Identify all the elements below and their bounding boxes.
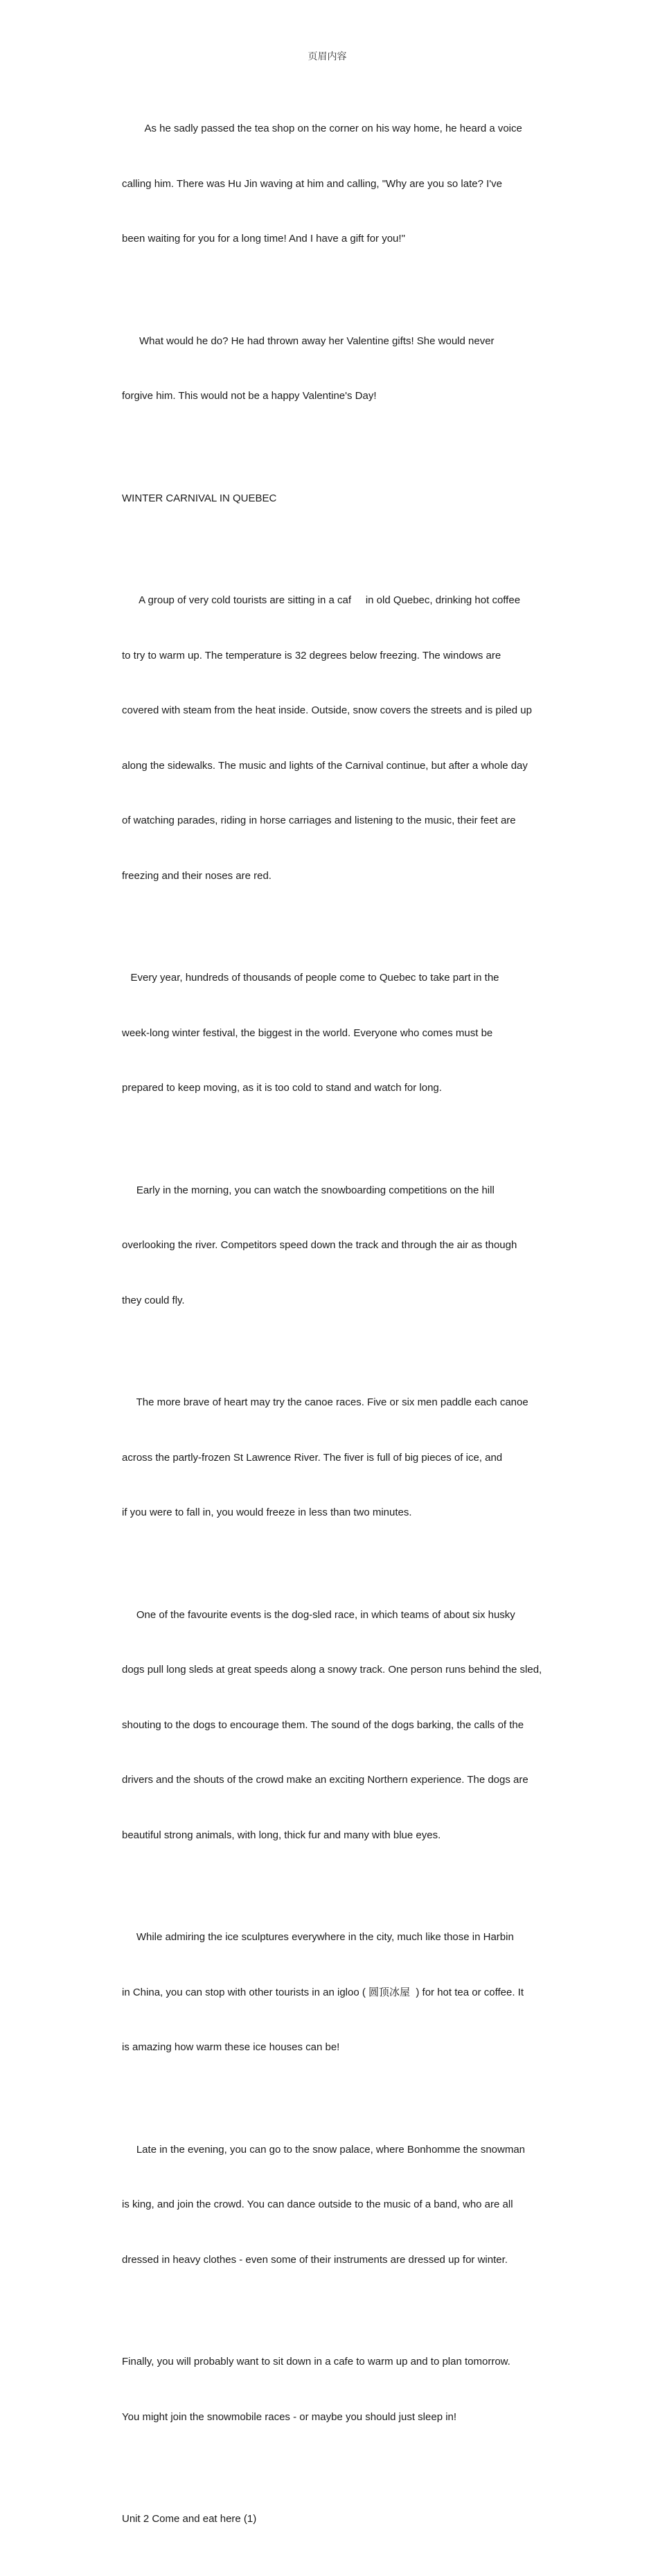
text-line: Late in the evening, you can go to the snow palace, where Bonhomme the snowman: [122, 2143, 526, 2156]
text-line: forgive him. This would not be a happy Valentine's Day!: [122, 390, 377, 402]
text-line: beautiful strong animals, with long, thick fur and many with blue eyes.: [122, 1829, 441, 1841]
text-line: week-long winter festival, the biggest in the world. Everyone who comes must be: [122, 1027, 493, 1039]
text-line: is amazing how warm these ice houses can be!: [122, 2041, 340, 2053]
heading-text: WINTER CARNIVAL IN QUEBEC: [122, 492, 277, 504]
paragraph: [122, 1357, 572, 1559]
text-line: if you were to fall in, you would freeze in less than two minutes.: [122, 1507, 412, 1518]
text-line: A group of very cold tourists are sitting in a caf in old Quebec, drinking hot coffee: [122, 594, 521, 606]
heading-text: Unit 2 Come and eat here (1): [122, 2513, 257, 2525]
section-heading: [122, 453, 572, 545]
text-line: Finally, you will probably want to sit down in a cafe to warm up and to plan tomorrow.: [122, 2356, 510, 2368]
page-header: 页眉内容: [308, 51, 347, 62]
paragraph: [122, 2316, 572, 2463]
text-line: drivers and the shouts of the crowd make an exciting Northern experience. The dogs are: [122, 1774, 528, 1786]
text-line: overlooking the river. Competitors speed down the track and through the air as though: [122, 1239, 517, 1251]
text-line: of watching parades, riding in horse carriages and listening to the music, their feet are: [122, 815, 516, 826]
unit-heading: [122, 2473, 572, 2566]
text-line: While admiring the ice sculptures everywhere in the city, much like those in Harbin: [122, 1931, 514, 1943]
text-line: prepared to keep moving, as it is too cold to stand and watch for long.: [122, 1082, 442, 1094]
text-line: is king, and join the crowd. You can dance outside to the music of a band, who are all: [122, 2199, 513, 2210]
paragraph: [122, 555, 572, 922]
text-line: As he sadly passed the tea shop on the corner on his way home, he heard a voice: [122, 123, 522, 134]
text-line: shouting to the dogs to encourage them. The sound of the dogs barking, the calls of the: [122, 1718, 524, 1731]
text-line: dogs pull long sleds at great speeds along a snowy track. One person runs behind the sled,: [122, 1664, 542, 1676]
text-line: dressed in heavy clothes - even some of their instruments are dressed up for winter.: [122, 2253, 508, 2266]
text-line: been waiting for you for a long time! And I have a gift for you!": [122, 233, 405, 245]
text-line: One of the favourite events is the dog-sled race, in which teams of about six husky: [122, 1608, 515, 1621]
text-line: across the partly-frozen St Lawrence River. The fiver is full of big pieces of ice, and: [122, 1451, 503, 1464]
text-line: to try to warm up. The temperature is 32 degrees below freezing. The windows are: [122, 649, 501, 661]
paragraph: [122, 1892, 572, 2094]
text-line: The more brave of heart may try the canoe races. Five or six men paddle each canoe: [122, 1396, 528, 1408]
text-line: along the sidewalks. The music and lights of the Carnival continue, but after a whole day: [122, 759, 528, 772]
paragraph: [122, 932, 572, 1135]
text-line: calling him. There was Hu Jin waving at him and calling, "Why are you so late? I've: [122, 177, 503, 190]
text-line: You might join the snowmobile races - or maybe you should just sleep in!: [122, 2410, 457, 2423]
paragraph: [122, 83, 572, 285]
paragraph: [122, 296, 572, 443]
text-line: What would he do? He had thrown away her Valentine gifts! She would never: [122, 335, 495, 347]
text-line: Early in the morning, you can watch the snowboarding competitions on the hill: [122, 1184, 495, 1196]
text-line: they could fly.: [122, 1294, 185, 1306]
paragraph: [122, 1145, 572, 1347]
document-body: [122, 83, 572, 2576]
paragraph: [122, 1570, 572, 1882]
text-line: in China, you can stop with other tourists in an igloo ( 圆顶冰屋 ) for hot tea or coffee. It: [122, 1986, 524, 1998]
text-line: freezing and their noses are red.: [122, 869, 272, 882]
text-line: covered with steam from the heat inside. Outside, snow covers the streets and is piled up: [122, 704, 532, 716]
text-line: Every year, hundreds of thousands of people come to Quebec to take part in the: [122, 972, 499, 984]
paragraph: [122, 2104, 572, 2307]
